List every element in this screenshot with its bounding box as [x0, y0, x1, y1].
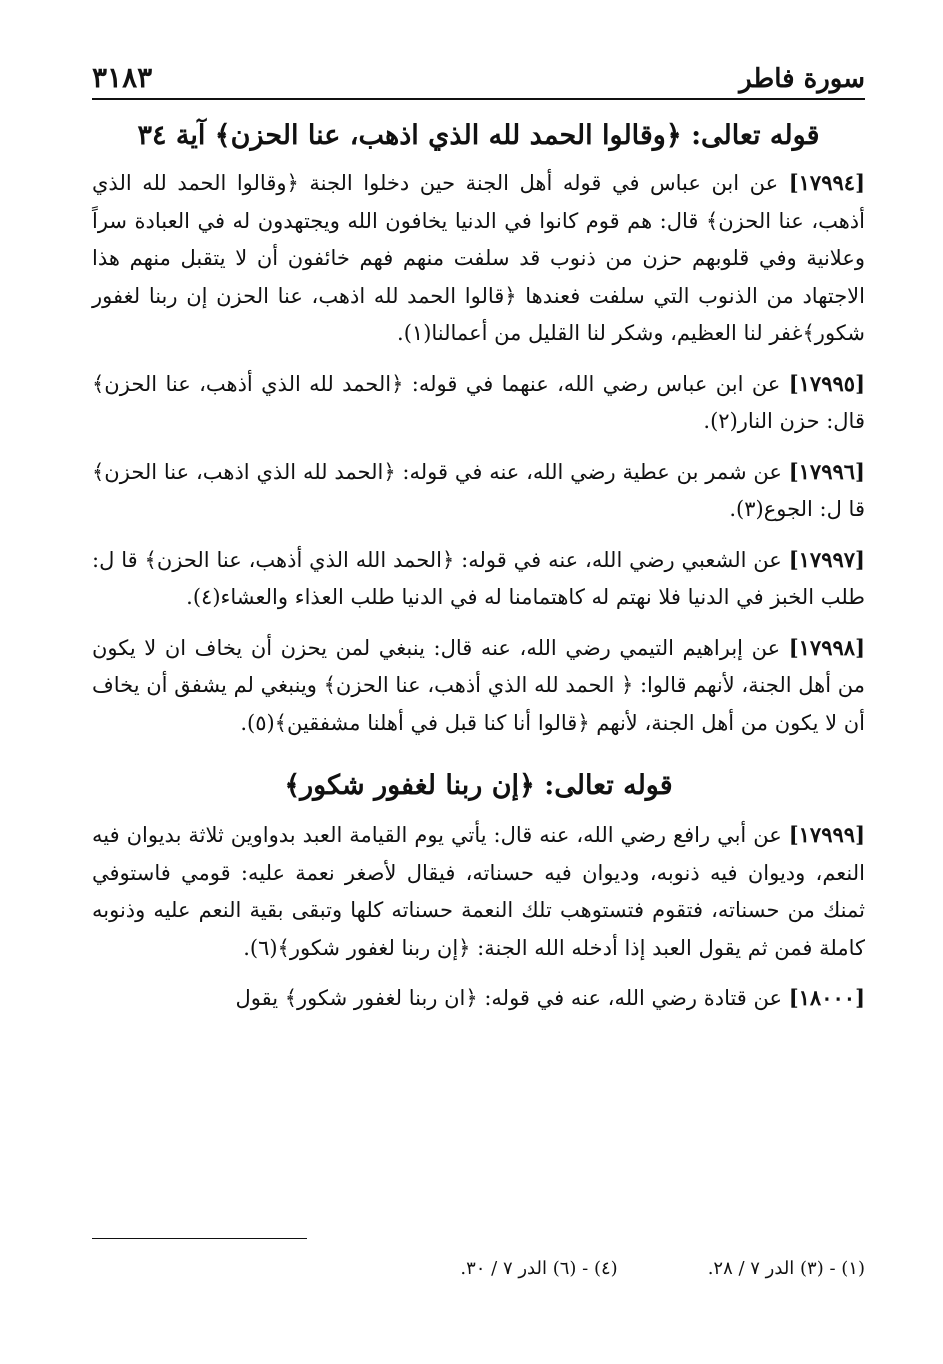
surah-title: سورة فاطر [739, 64, 865, 94]
narration-number: [١٧٩٩٦] [788, 458, 865, 484]
page-number: ٣١٨٣ [92, 61, 153, 94]
footnote-divider [92, 1238, 307, 1239]
narration-17996 [92, 453, 865, 529]
footnote-1: (١) - (٣) الدر ٧ / ٢٨. [707, 1258, 865, 1279]
narration-number: [١٧٩٩٤] [788, 170, 865, 195]
narration-text: عن قتادة رضي الله، عنه في قوله: ﴿ان ربنا لغفور شكور﴾ يقول [235, 986, 783, 1010]
section-heading-2: قوله تعالى: ﴿إن ربنا لغفور شكور﴾ [284, 770, 673, 801]
narration-number: [١٧٩٩٥] [788, 370, 865, 396]
narration-number: [١٧٩٩٧] [788, 546, 865, 572]
narration-17995 [92, 365, 865, 441]
narration-18000 [92, 979, 865, 1018]
narration-17994 [92, 164, 865, 353]
narration-text: عن شمر بن عطية رضي الله، عنه في قوله: ﴿الحمد لله الذي اذهب، عنا الحزن﴾ قا ل: الجوع(٣). [92, 459, 865, 521]
page-header [92, 50, 865, 100]
narration-text: عن ابن عباس في قوله أهل الجنة حين دخلوا الجنة ﴿وقالوا الحمد لله الذي أذهب، عنا الحزن﴾ قال: هم قوم كانوا في الدنيا يخافون الله ويجتهدون له في العبادة سراً وعلانية وفي قلوبهم حزن من ذنوب قد سلفت منهم فهم خائفون أن لا يتقبل منهم هذا الاجتهاد من الذنوب التي سلفت فعندها ﴿قالوا الحمد لله اذهب، عنا الحزن إن ربنا لغفور شكور﴾غفر لنا العظيم، وشكر لنا القليل من أعمالنا(١). [92, 171, 865, 345]
narration-text: عن الشعبي رضي الله، عنه في قوله: ﴿الحمد الله الذي أذهب، عنا الحزن﴾ قا ل: طلب الخبز في الدنيا فلا نهتم له كاهتمامنا له في الدنيا طلب العذاء والعشاء(٤). [92, 547, 865, 609]
narration-text: عن أبي رافع رضي الله، عنه قال: يأتي يوم القيامة العبد بدواوين ثلاثة بديوان فيه النعم، وديوان فيه ذنوبه، وديوان فيه حسناته، فيقال لأصغر نعمة عليه: قومي فاستوفي ثمنك من حسناته، فتقوم فتستوهب تلك النعمة حسناته كلها وتبقى بقية النعم عليه وذنوبه كاملة فمن ثم يقول العبد إذا أدخله الله الجنة: ﴿إن ربنا لغفور شكور﴾(٦). [92, 823, 865, 960]
footnotes [92, 1258, 865, 1279]
narration-text: عن إبراهيم التيمي رضي الله، عنه قال: ينبغي لمن يحزن أن يخاف ان لا يكون من أهل الجنة، لأنهم قالوا: ﴿ الحمد لله الذي أذهب، عنا الحزن﴾ وينبغي لم يشفق أن يخاف أن لا يكون من أهل الجنة، لأنهم ﴿قالوا أنا كنا قبل في أهلنا مشفقين﴾(٥). [92, 635, 865, 735]
section-heading-1: قوله تعالى: ﴿وقالوا الحمد لله الذي اذهب، عنا الحزن﴾ آية ٣٤ [137, 120, 820, 151]
narration-text: عن ابن عباس رضي الله، عنهما في قوله: ﴿الحمد لله الذي أذهب، عنا الحزن﴾ قال: حزن النار(٢). [92, 371, 865, 433]
footnote-2: (٤) - (٦) الدر ٧ / ٣٠. [460, 1258, 618, 1279]
narration-number: [١٨٠٠٠] [788, 985, 865, 1010]
narration-number: [١٧٩٩٩] [788, 822, 865, 847]
narration-17997 [92, 541, 865, 617]
narration-number: [١٧٩٩٨] [788, 634, 865, 660]
narration-17999 [92, 816, 865, 967]
narration-17998 [92, 629, 865, 743]
